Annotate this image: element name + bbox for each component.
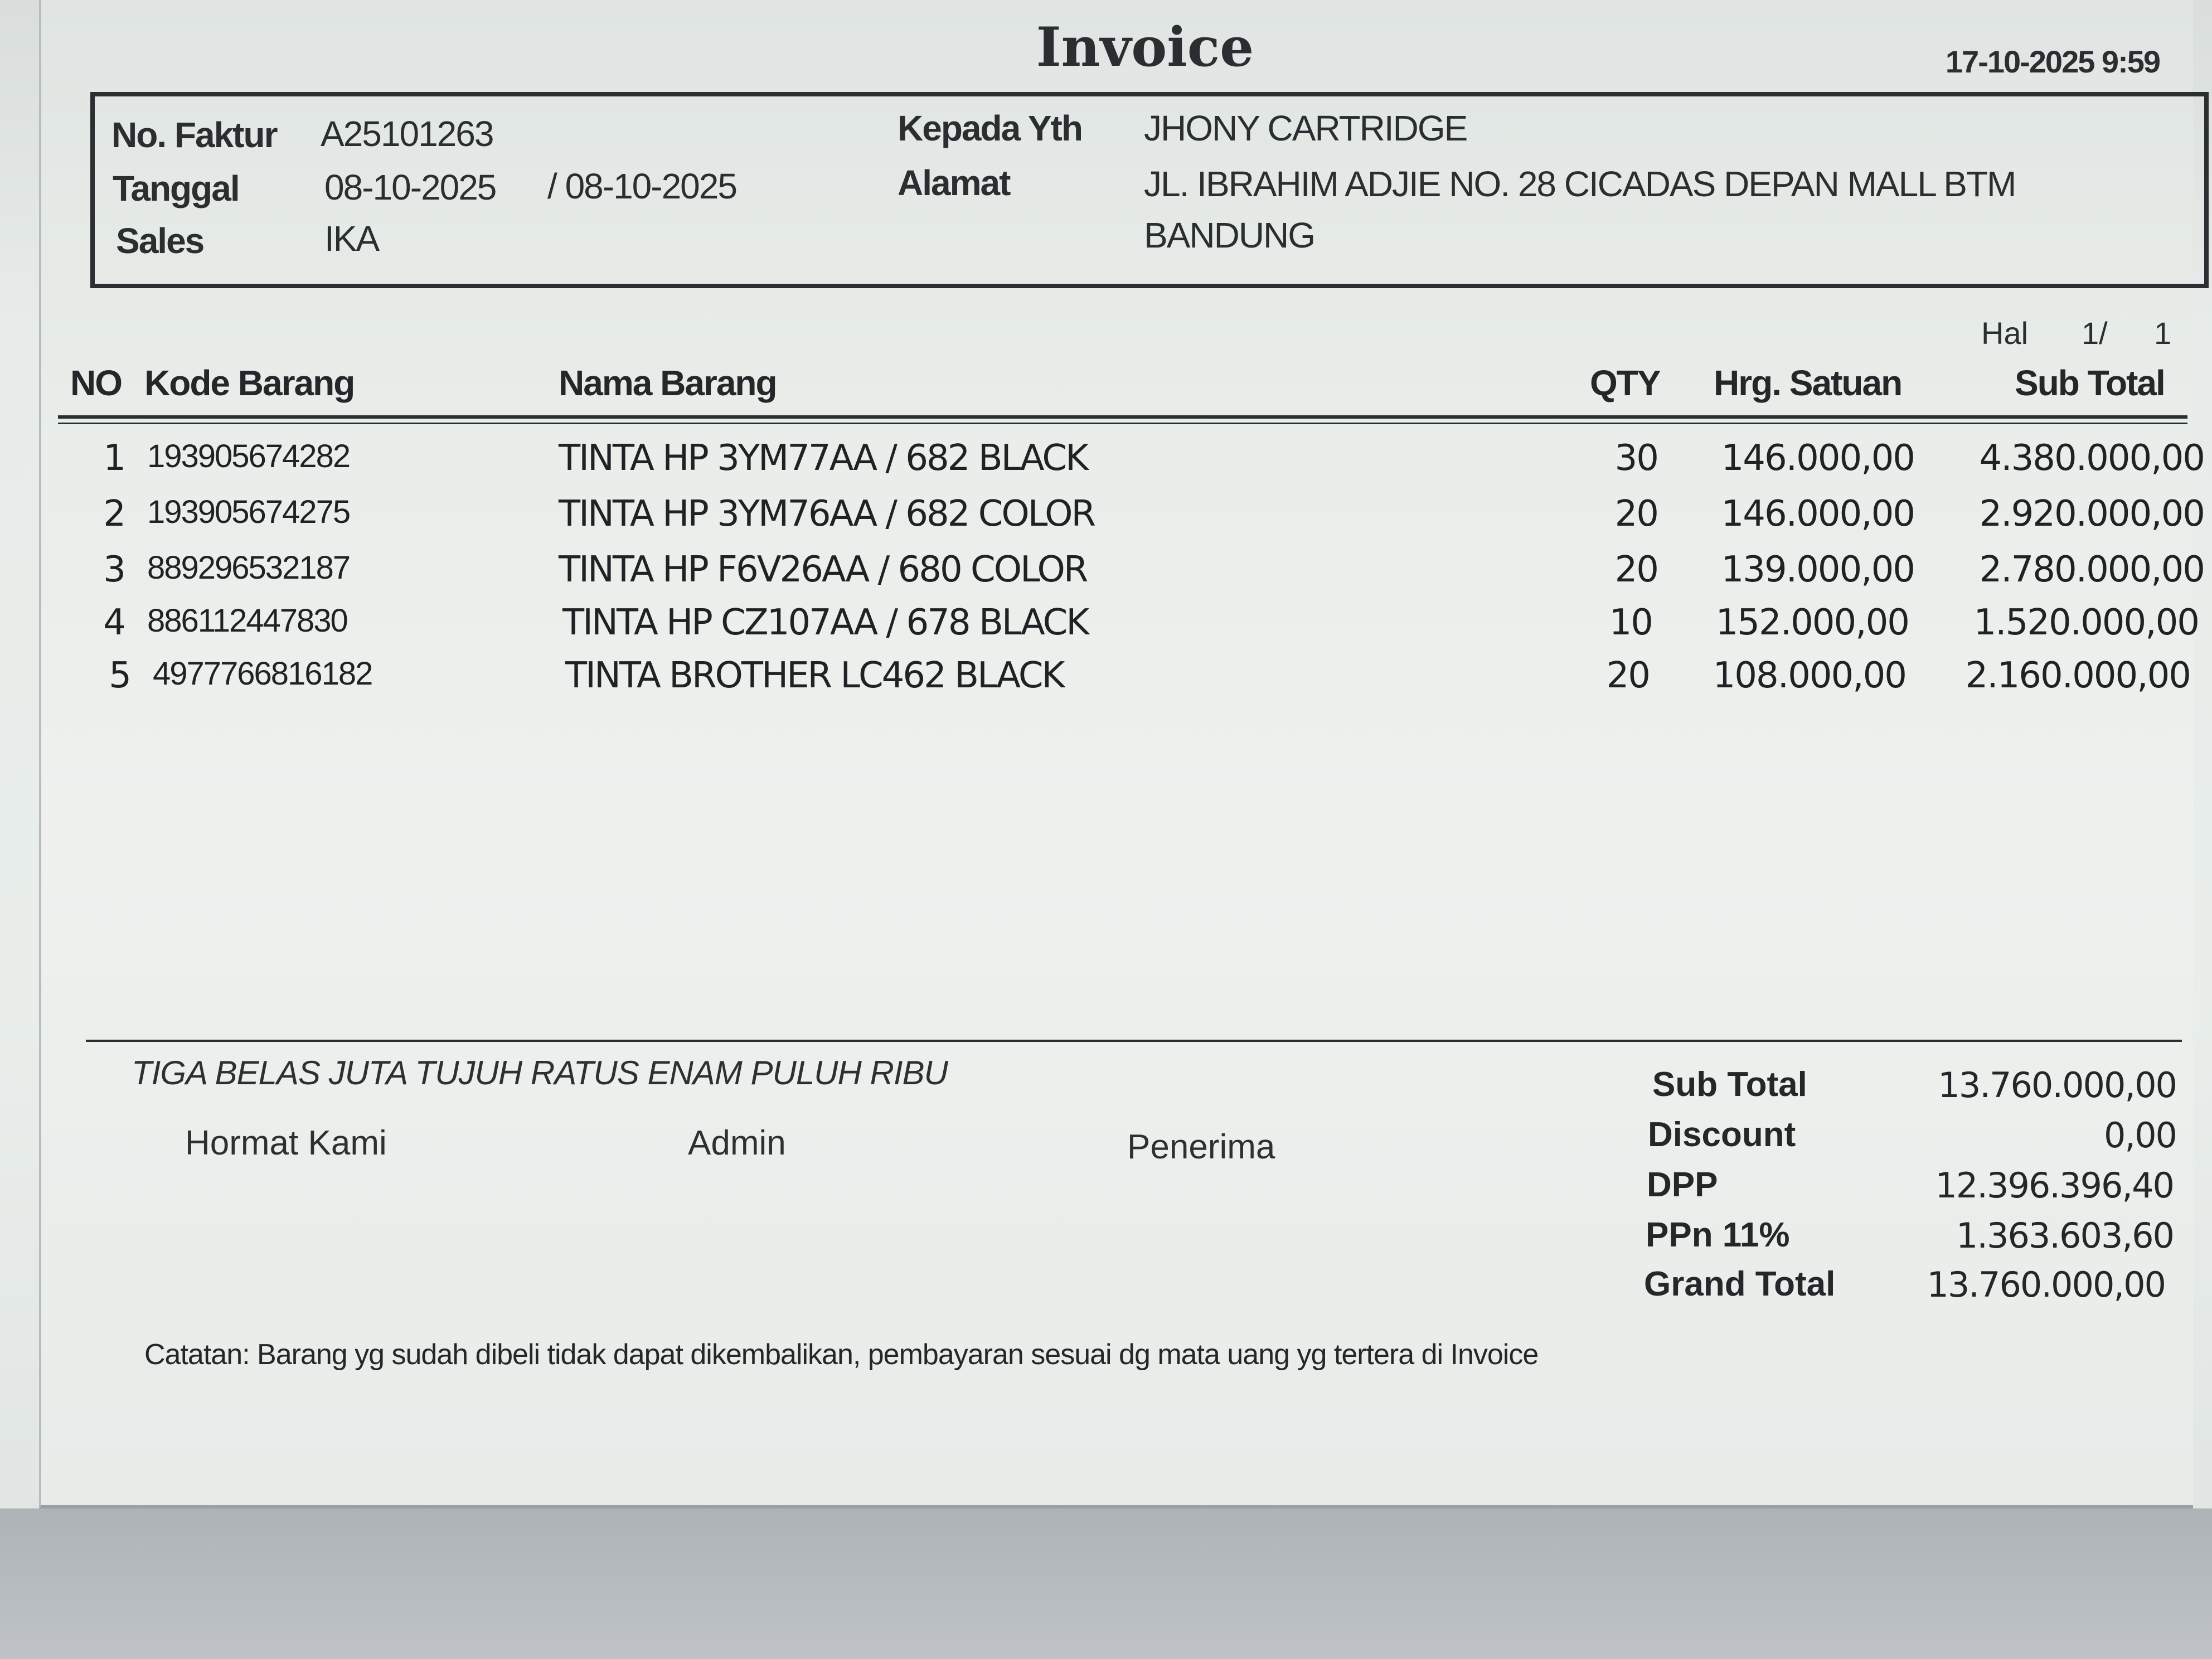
tanggal-label: Tanggal [113,168,239,208]
table-row [41,655,2212,709]
table-row [41,602,2212,656]
sales-label: Sales [116,221,204,261]
tanggal-end-value: / 08-10-2025 [547,166,736,206]
col-header-harga: Hrg. Satuan [1714,363,1902,403]
col-header-nama: Nama Barang [559,363,777,403]
alamat-line2: BANDUNG [1144,215,1315,255]
table-row [41,438,2212,491]
row-harga: 139.000,00 [1721,549,1914,590]
row-qty: 10 [1609,602,1652,643]
total-ppn-label: PPn 11% [1646,1216,1790,1254]
row-subtotal: 4.380.000,00 [1979,438,2204,479]
row-no: 2 [103,493,125,535]
invoice-document [39,0,2204,1508]
col-header-subtotal: Sub Total [2015,363,2165,403]
row-harga: 108.000,00 [1713,655,1906,696]
total-dpp-label: DPP [1647,1166,1718,1204]
row-nama: TINTA HP CZ107AA / 678 BLACK [562,602,1088,643]
row-subtotal: 2.920.000,00 [1979,493,2204,535]
total-ppn-value: 1.363.603,60 [1956,1215,2174,1256]
invoice-note: Catatan: Barang yg sudah dibeli tidak dapat dikembalikan, pembayaran sesuai dg mata uang yg tertera di Invoice [144,1338,1539,1371]
kepada-label: Kepada Yth [898,108,1082,148]
col-header-kode: Kode Barang [144,363,355,403]
row-subtotal: 1.520.000,00 [1973,602,2199,643]
row-qty: 20 [1606,655,1650,696]
row-harga: 146.000,00 [1721,493,1914,535]
invoice-header-box [90,92,2209,288]
total-subtotal-label: Sub Total [1652,1065,1807,1104]
total-discount-value: 0,00 [2103,1115,2176,1156]
no-faktur-label: No. Faktur [111,115,277,155]
row-kode: 889296532187 [147,550,350,586]
row-kode: 4977766816182 [153,656,372,692]
row-subtotal: 2.160.000,00 [1965,655,2190,696]
row-no: 5 [109,655,130,696]
monitor-bezel [0,1508,2212,1659]
signature-penerima: Penerima [1127,1128,1275,1166]
total-grand-value: 13.760.000,00 [1927,1264,2165,1305]
row-nama: TINTA HP 3YM77AA / 682 BLACK [559,438,1088,479]
table-header-rule-top [58,415,2187,419]
row-no: 3 [103,549,125,590]
row-harga: 152.000,00 [1715,602,1909,643]
document-title: Invoice [1036,16,1254,79]
alamat-line1: JL. IBRAHIM ADJIE NO. 28 CICADAS DEPAN MALL BTM [1144,164,2016,204]
table-row [41,549,2212,603]
printed-timestamp: 17-10-2025 9:59 [1945,44,2160,79]
no-faktur-value: A25101263 [321,114,493,154]
row-qty: 20 [1614,493,1658,535]
row-nama: TINTA HP F6V26AA / 680 COLOR [559,549,1087,590]
table-row [41,493,2212,547]
sales-value: IKA [324,219,379,259]
row-no: 1 [103,438,125,479]
row-no: 4 [103,602,125,643]
alamat-label: Alamat [898,163,1010,203]
amount-in-words: TIGA BELAS JUTA TUJUH RATUS ENAM PULUH RIBU [132,1054,948,1092]
row-kode: 193905674282 [147,438,350,474]
col-header-qty: QTY [1590,363,1660,403]
total-subtotal-value: 13.760.000,00 [1938,1065,2176,1105]
row-subtotal: 2.780.000,00 [1979,549,2204,590]
row-nama: TINTA BROTHER LC462 BLACK [565,655,1064,696]
row-harga: 146.000,00 [1721,438,1914,479]
row-nama: TINTA HP 3YM76AA / 682 COLOR [559,493,1094,535]
page-total: 1 [2154,316,2172,351]
row-qty: 20 [1614,549,1658,590]
signature-admin: Admin [688,1124,786,1162]
kepada-value: JHONY CARTRIDGE [1144,108,1467,148]
row-qty: 30 [1614,438,1658,479]
table-header-rule-bottom [58,423,2187,424]
total-grand-label: Grand Total [1644,1265,1836,1303]
tanggal-value: 08-10-2025 [324,167,496,207]
signature-hormat-kami: Hormat Kami [185,1124,387,1162]
total-discount-label: Discount [1648,1115,1796,1154]
footer-rule [86,1040,2182,1042]
row-kode: 886112447830 [147,603,347,639]
row-kode: 193905674275 [147,494,350,530]
col-header-no: NO [70,363,122,403]
page-current: 1/ [2082,316,2108,351]
total-dpp-value: 12.396.396,40 [1935,1165,2174,1206]
page-label: Hal [1981,316,2029,351]
